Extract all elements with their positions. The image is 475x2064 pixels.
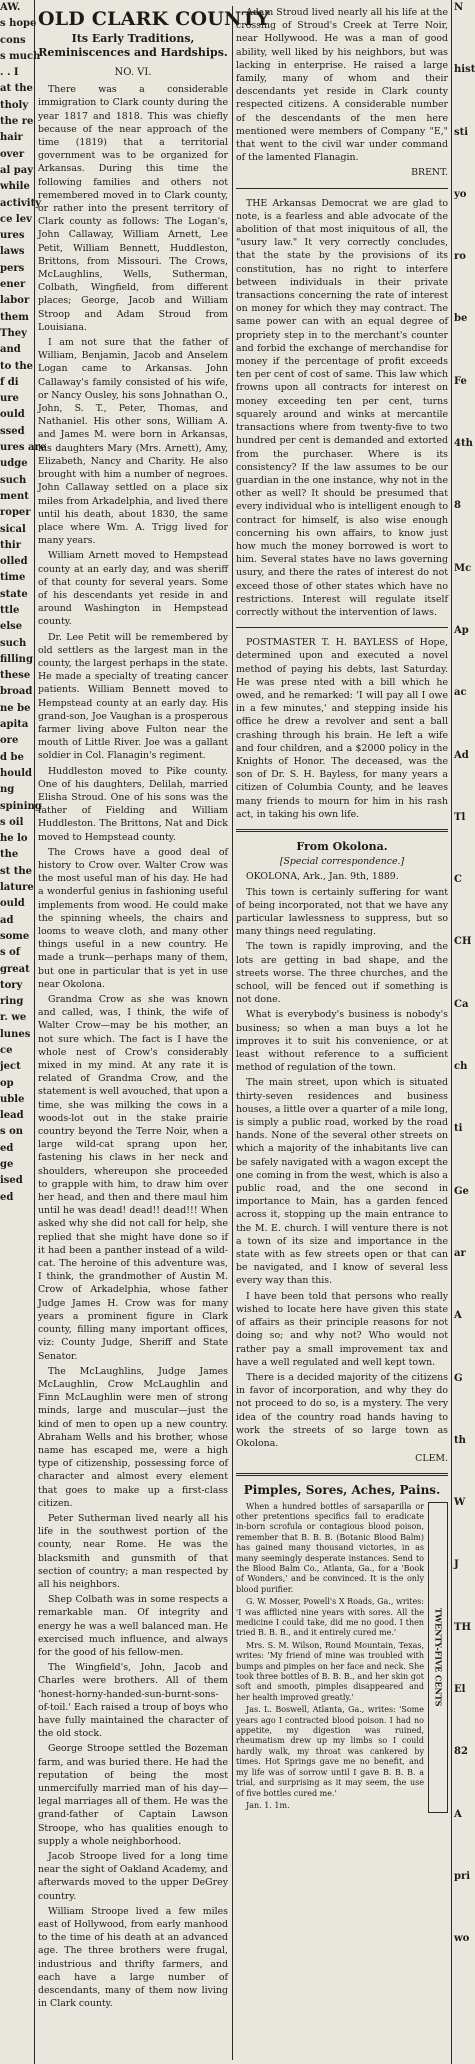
left-edge-fragment: the xyxy=(0,849,19,861)
right-edge-fragment: hist xyxy=(454,64,475,76)
left-edge-fragment: these xyxy=(0,670,31,682)
editorial-paragraph: THE Arkansas Democrat we are glad to note, is a fearless and able advocate of the abolition of that most iniquitous of all, the "usury law." It very correctly concludes, that the state by the provisions of its constitution, has no right to interfere between individuals in their private transactions concerning the rate of interest on money for which they may contract. The same power can with an equal degree of propriety step in to the merchant's counter and forbid the exchange of merchandise for money if the percentage of profit exceeds ten per cent of cost of same. This law which frowns upon all contracts for interest on money exceeding ten per cent, turns squarely around and winks at mercantile transactions where from twenty-five to two hundred per cent is demanded and extorted from the purchaser. Where is its consistency? If the law assumes to be our guardian in the one instance, why not in the other as well? It should be presumed that every individual who is intelligent enough to contract for himself, is also wise enough concerning his own affairs, to know just how much the money borrowed is wort to him. Several states have no laws governing usury, and there the rates of interest do not exceed those of other states which have no restrictions. Interest will regulate itself correctly without the intervention of laws. xyxy=(236,197,448,618)
left-edge-fragment: s oil xyxy=(0,816,24,828)
right-edge-fragment: yo xyxy=(454,188,467,200)
ad-paragraph: Jan. 1. 1m. xyxy=(246,1800,290,1810)
article-paragraph: Huddleston moved to Pike county. One of his daughters, Delilah, married Elisha Stroud. One of his sons was the father of Fielding and William Huddleston. The Brittons, Nat and Dick moved to Hempstead county. xyxy=(38,765,228,843)
article-number: NO. VI. xyxy=(114,67,152,78)
left-edge-fragment: s of xyxy=(0,947,21,959)
left-edge-fragment: ed xyxy=(0,1142,14,1154)
left-edge-fragment: else xyxy=(0,621,23,633)
right-edge-fragment: El xyxy=(454,1684,466,1696)
left-edge-fragment: op xyxy=(0,1077,14,1089)
article-paragraph: The McLaughlins, Judge James McLaughlin, Crow McLaughlin and Finn McLaughlin were men of strong minds, large and muscular—just the kind of men to open up a new country. Abraham Wells and his brother, whose name has escaped me, were a high type of citizenship, possessing force of character and almost every element that goes to make up a first-class citizen. xyxy=(38,1365,228,1509)
right-edge-fragment: Ap xyxy=(454,624,469,636)
left-edge-fragment: r. we xyxy=(0,1012,27,1024)
left-edge-fragment: activity xyxy=(0,197,42,209)
left-edge-fragment: ure xyxy=(0,393,19,405)
left-edge-fragment: hair xyxy=(0,132,23,144)
continued-paragraph: Adam Stroud lived nearly all his life at the crossing of Stroud's Creek at Terre Noir, near Hollywood. He was a man of good ability, well liked by his neighbors, but was lacking in enterprise. He raised a large family, many of whom and their descendants yet reside in Clark county respected citizens. A considerable number of the descendants of the men here mentioned were members of Company "E," that went to the civil war under command of the lamented Flanagin. xyxy=(236,7,448,164)
advertisement-bbb xyxy=(236,1484,448,1813)
article-paragraph: William Arnett moved to Hempstead county at an early day, and was sheriff of that county for several years. Some of his descendants yet reside in and around Washington in Hempstead county. xyxy=(38,550,228,628)
ad-body xyxy=(236,1502,424,1814)
left-edge-fragment: ould xyxy=(0,409,25,421)
right-edge-fragment: Mc xyxy=(454,562,472,574)
right-edge-fragment: ar xyxy=(454,1247,466,1259)
article-continuation xyxy=(236,6,448,180)
left-edge-fragment: d be xyxy=(0,751,24,763)
article-paragraph: Shep Colbath was in some respects a remarkable man. Of integrity and energy he was a well balanced man. He exercised much influence, and always for the good of his fellow-men. xyxy=(38,1594,228,1658)
left-edge-fragment: state xyxy=(0,588,28,600)
article-headline: OLD CLARK COUNTY xyxy=(38,8,270,30)
left-edge-fragment: great xyxy=(0,963,30,975)
article-paragraph: Peter Sutherman lived nearly all his life in the southwest portion of the county, near Rome. He was the blacksmith and gunsmith of that section of country; a man respected by all his neighbors. xyxy=(38,1512,228,1590)
left-edge-fragment: apita xyxy=(0,719,29,731)
okolona-paragraph: I have been told that persons who really wished to locate here have given this state of affairs as their principle reasons for not doing so; and why not? Who would not rather pay a small improvement tax and have a well regulated and well kept town. xyxy=(236,1290,448,1368)
left-edge-fragment: filling xyxy=(0,653,33,665)
left-edge-fragment: roper xyxy=(0,507,31,519)
article-paragraph: I am not sure that the father of William, Benjamin, Jacob and Anselem Logan came to Arkansas. John Callaway's family consisted of his wife, or Nancy Ousley, his sons Johnathan O., John, S. T., Peter, Thomas, and Nathaniel. His other sons, William A. and James M. were born in Arkansas, his daughters Mary (Mrs. Arnett), Amy, Elizabeth, Nancy and Charity. He also brought with him a number of negroes. John Callaway settled on a place six miles from Arkadelphia, and lived there until his death, about 1830, the same place where Wm. A. Trigg lived for many years. xyxy=(38,337,228,547)
right-edge-fragment: ch xyxy=(454,1061,468,1073)
right-edge-fragment: 4th xyxy=(454,438,473,450)
left-edge-fragment: sical xyxy=(0,523,26,535)
right-edge-fragment: 8 xyxy=(454,500,461,512)
left-edge-fragment: such xyxy=(0,474,27,486)
right-edge-fragment: ac xyxy=(454,687,467,699)
right-cutoff-column xyxy=(451,0,474,2064)
right-edge-fragment: be xyxy=(454,313,468,325)
left-edge-fragment: the re xyxy=(0,116,34,128)
article-paragraph: Dr. Lee Petit will be remembered by old settlers as the largest man in the county, the largest perhaps in the state. He made a specialty of treating cancer patients. William Bennett moved to Hempstead county at an early day. His grand-son, Joe Vaughan is a prosperous farmer living above Fulton near the mouth of Little River. Joe was a gallant soldier in Col. Flanagin's regiment. xyxy=(38,631,228,762)
article-paragraph: Grandma Crow as she was known and called, was, I think, the wife of Walter Crow—may be his mother, an not sure which. The fact is I have the whole nest of Crow's considerably mixed in my mind. At any rate it is related of Grandma Crow, and the statement is well avouched, that upon a time, she was milking the cows in a woods-lot out in the stake prairie country beyond the Terre Noir, when a large wild-cat sprang upon her, fastening his claws in her neck and shoulders, whereupon she proceeded to grapple with him, to draw him over her head, and then and there maul him until he was dead! dead!! dead!!! When asked why she did not call for help, she replied that she might have done so if it had been a panther instead of a wild-cat. The heroine of this adventure was, I think, the grandmother of Austin M. Crow of Arkadelphia, whose father Judge James H. Crow was for many years a prominent figure in Clark county, filling many important offices, viz: County Judge, Sheriff and State Senator. xyxy=(38,994,228,1362)
okolona-body xyxy=(236,886,448,1451)
right-edge-fragment: 82 xyxy=(454,1746,468,1758)
ad-paragraph: Jas. L. Boswell, Atlanta, Ga., writes: 'Some years ago I contracted blood poison. I had no appetite, my digestion was ruined, rheumatism drew up my limbs so I could hardly walk, my throat was cankered by times. Hot Springs gave me no benefit, and my life was of sorrow until I gave B. B. B. a trial, and surprising as it may seem, the use of five bottles cured me.' xyxy=(236,1705,424,1798)
divider xyxy=(236,627,448,628)
right-edge-fragment: Ad xyxy=(454,749,469,761)
article-paragraph: The Crows have a good deal of history to Crow over. Walter Crow was the most useful man of his day. He had a wonderful genius in fashioning useful implements from wood. He could make the spinning wheels, the chairs and looms to weave cloth, and many other things useful in a new country. He made a trunk—perhaps many of them, but one in particular that is yet in use near Okolona. xyxy=(38,846,228,990)
article-usury-law xyxy=(236,197,448,620)
left-edge-fragment: ce xyxy=(0,1045,13,1056)
left-edge-fragment: ce lev xyxy=(0,213,32,225)
dateline: OKOLONA, Ark., Jan. 9th, 1889. xyxy=(246,871,399,883)
article-body xyxy=(38,83,228,2010)
left-edge-fragment: broad xyxy=(0,686,33,698)
left-edge-fragment: s on xyxy=(0,1126,24,1138)
left-edge-fragment: labor xyxy=(0,295,30,307)
left-edge-fragment: ng xyxy=(0,784,15,796)
left-edge-fragment: cons xyxy=(0,34,26,46)
ad-paragraph: Mrs. S. M. Wilson, Round Mountain, Texas, writes: 'My friend of mine was troubled with bumps and pimples on her face and neck. She took three bottles of B. B. B., and her skin got soft and smooth, pimples disappeared and her health improved greatly.' xyxy=(236,1640,424,1702)
okolona-paragraph: There is a decided majority of the citizens in favor of incorporation, and why they do not proceed to do so, is a mystery. The very idea of the country road hands having to work the streets of so large town as Okolona. xyxy=(236,1371,448,1449)
left-edge-fragment: ne be xyxy=(0,702,31,714)
left-edge-fragment: ures are xyxy=(0,442,47,454)
ad-title: Pimples, Sores, Aches, Pains. xyxy=(243,1483,441,1498)
article-paragraph: The Wingfield's, John, Jacob and Charles were brothers. All of them 'honest-horny-handed-sun-burnt-sons-of-toil.' Each raised a troup of boys who have fully maintained the character of the old stock. xyxy=(38,1662,228,1740)
left-edge-fragment: pers xyxy=(0,262,25,274)
left-edge-fragment: ad xyxy=(0,914,14,926)
left-edge-fragment: udge xyxy=(0,458,28,470)
left-edge-fragment: s much xyxy=(0,50,41,62)
right-edge-fragment: W xyxy=(454,1497,466,1509)
left-edge-fragment: ject xyxy=(0,1061,21,1073)
right-edge-fragment: Tl xyxy=(454,811,466,823)
okolona-heading: From Okolona. xyxy=(296,839,388,853)
okolona-paragraph: This town is certainly suffering for want of being incorporated, not that we have any particular lawlessness to suppress, but so many things need regulating. xyxy=(236,886,448,938)
right-edge-fragment: ti xyxy=(454,1123,463,1135)
left-edge-fragment: st the xyxy=(0,865,32,877)
left-edge-fragment: . . I xyxy=(0,67,19,79)
right-edge-fragment: N xyxy=(454,2,464,13)
ad-paragraph: G. W. Mosser, Powell's X Roads, Ga., writes: 'I was afflicted nine years with sores. All the medicine I could take, did me no good. I then tried B. B. B., and it entirely cured me.' xyxy=(236,1597,424,1638)
left-edge-fragment: lature xyxy=(0,882,34,894)
left-edge-fragment: ould xyxy=(0,898,25,910)
double-divider xyxy=(236,1473,448,1476)
left-edge-fragment: some xyxy=(0,930,30,942)
left-edge-fragment: al pay xyxy=(0,164,34,176)
right-edge-fragment: ro xyxy=(454,251,466,263)
right-edge-fragment: pri xyxy=(454,1870,471,1882)
article-paragraph: Jacob Stroope lived for a long time near the sight of Oakland Academy, and afterwards moved to the upper DeGrey country. xyxy=(38,1851,228,1902)
right-edge-fragment: G xyxy=(454,1372,463,1384)
right-edge-fragment: sti xyxy=(454,126,469,138)
okolona-paragraph: What is everybody's business is nobody's business; so when a man buys a lot he improves it to suit his convenience, or at least without reference to a sufficient method of regulation of the town. xyxy=(236,1009,448,1074)
left-edge-fragment: ures xyxy=(0,230,25,242)
left-edge-fragment: ener xyxy=(0,279,26,291)
left-edge-fragment: s hope xyxy=(0,18,37,30)
okolona-signature: CLEM. xyxy=(415,1453,448,1465)
article-subhead: Its Early Traditions, Reminiscences and Hardships. xyxy=(38,32,228,59)
left-edge-fragment: They xyxy=(0,327,27,339)
left-edge-fragment: lunes xyxy=(0,1028,31,1040)
right-edge-fragment: th xyxy=(454,1434,466,1446)
right-edge-fragment: J xyxy=(454,1559,459,1571)
right-edge-fragment: CH xyxy=(454,936,472,948)
special-correspondence: [Special correspondence.] xyxy=(279,856,405,868)
news-paragraph: POSTMASTER T. H. BAYLESS of Hope, determined upon and executed a novel method of paying his debts, last Saturday. He was prese nted with a bill which he owed, and he remarked: 'I will pay all I owe in a few minutes,' and stepping inside his office he drew a revolver and sent a ball crashing through his brain. He left a wife and four children, and a $2000 policy in the Knights of Honor. The deceased, was the son of Dr. S. H. Bayless, for many years a citizen of Columbia County, and he leaves many friends to mourn for him in his rash act, in taking his own life. xyxy=(236,637,448,820)
left-edge-fragment: hould xyxy=(0,767,33,779)
left-edge-fragment: at the xyxy=(0,83,33,95)
left-edge-fragment: while xyxy=(0,181,30,193)
article-paragraph: There was a considerable immigration to Clark county during the year 1817 and 1818. This was chiefly because of the near approach of the time (1819) that a territorial government was to be organized for Arkansas. During this time the following families and others not remembered moved in to Clark county, or rather into the present territory of Clark county as follows: The Logan's, John Callaway, William Arnett, Lee Petit, William Bennett, Huddleston, Brittons, from Missouri. The Crows, McLaughlins, Wells, Sutherman, Colbath, Wingfield, from different places; George, Jacob and William Stroop and Adam Stroud from Louisiana. xyxy=(38,84,228,333)
left-edge-fragment: ssed xyxy=(0,425,25,437)
left-edge-fragment: ttle xyxy=(0,604,20,616)
right-edge-fragment: A xyxy=(454,1808,462,1820)
left-edge-fragment: AW. xyxy=(0,2,21,13)
article-okolona xyxy=(236,840,448,1465)
left-edge-fragment: tory xyxy=(0,979,23,991)
double-divider xyxy=(236,829,448,832)
left-edge-fragment: to the xyxy=(0,360,34,372)
left-edge-fragment: ed xyxy=(0,1191,14,1203)
left-edge-fragment: lead xyxy=(0,1110,24,1122)
left-edge-fragment: olled xyxy=(0,556,28,568)
left-cutoff-column xyxy=(0,0,47,2064)
right-edge-fragment: Ge xyxy=(454,1185,469,1197)
right-edge-fragment: TH xyxy=(454,1621,471,1633)
right-edge-fragment: Fe xyxy=(454,375,467,387)
left-edge-fragment: such xyxy=(0,637,27,649)
left-edge-fragment: uble xyxy=(0,1093,25,1105)
article-paragraph: William Stroope lived a few miles east of Hollywood, from early manhood to the time of his death at an advanced age. The three brothers were frugal, industrious and thrifty farmers, and each have a large number of descendants, many of them now living in Clark county. xyxy=(38,1905,228,2010)
column-b xyxy=(236,6,448,2060)
left-edge-fragment: and xyxy=(0,344,21,356)
right-edge-fragment: A xyxy=(454,1310,462,1322)
left-edge-fragment: he lo xyxy=(0,833,28,845)
ad-paragraph: When a hundred bottles of sarsaparilla or other pretentions specifics fail to eradicate in-born scrofula or contagious blood poison, remember that B. B. B. (Botanic Blood Balm) has gained many thousand victories, in as many seemingly desperate instances. Send to the Blood Balm Co., Atlanta, Ga., for a 'Book of Wonders,' and be convinced. It is the only blood purifier. xyxy=(236,1501,424,1594)
article-bayless xyxy=(236,636,448,821)
left-edge-fragment: f di xyxy=(0,376,19,388)
left-edge-fragment: tholy xyxy=(0,99,29,111)
okolona-paragraph: The town is rapidly improving, and the lots are getting in bad shape, and the streets worse. The three churches, and the school, will be fenced out if something is not done. xyxy=(236,941,448,1006)
right-edge-fragment: C xyxy=(454,874,462,886)
left-edge-fragment: laws xyxy=(0,246,25,258)
left-edge-fragment: spining xyxy=(0,800,42,812)
right-edge-fragment: wo xyxy=(454,1933,470,1945)
ad-side-label: TWENTY-FIVE CENTS xyxy=(428,1502,448,1814)
left-edge-fragment: over xyxy=(0,148,25,160)
left-edge-fragment: thir xyxy=(0,539,21,551)
left-edge-fragment: time xyxy=(0,572,26,584)
article-paragraph: George Stroope settled the Bozeman farm, and was buried there. He had the reputation of being the most unmercifully married man of his day—legal marriages all of them. He was the grand-father of Captain Lawson Stroope, who has qualities enough to supply a whole neighborhood. xyxy=(38,1743,228,1847)
left-edge-fragment: ring xyxy=(0,996,24,1008)
left-edge-fragment: ised xyxy=(0,1175,23,1187)
right-edge-fragment: Ca xyxy=(454,998,469,1010)
left-edge-fragment: ge xyxy=(0,1159,14,1171)
left-edge-fragment: ore xyxy=(0,735,19,747)
left-edge-fragment: ment xyxy=(0,490,29,502)
okolona-paragraph: The main street, upon which is situated thirty-seven residences and business houses, a little over a quarter of a mile long, is simply a public road, worked by the road hands. None of the several other streets on which a majority of the inhabitants live can be safely navigated with a wagon except the one coming in from the west, which is also a public road, and the one second in importance to Main, has a garden fenced across it, stopping up the main entrance to the M. E. church. I will venture there is not a town of its size and importance in the state with as few streets open or that can be navigated, and I know of several less every way than this. xyxy=(236,1077,448,1287)
left-edge-fragment: them xyxy=(0,311,29,323)
article-signature: BRENT. xyxy=(411,167,448,179)
divider xyxy=(236,188,448,189)
